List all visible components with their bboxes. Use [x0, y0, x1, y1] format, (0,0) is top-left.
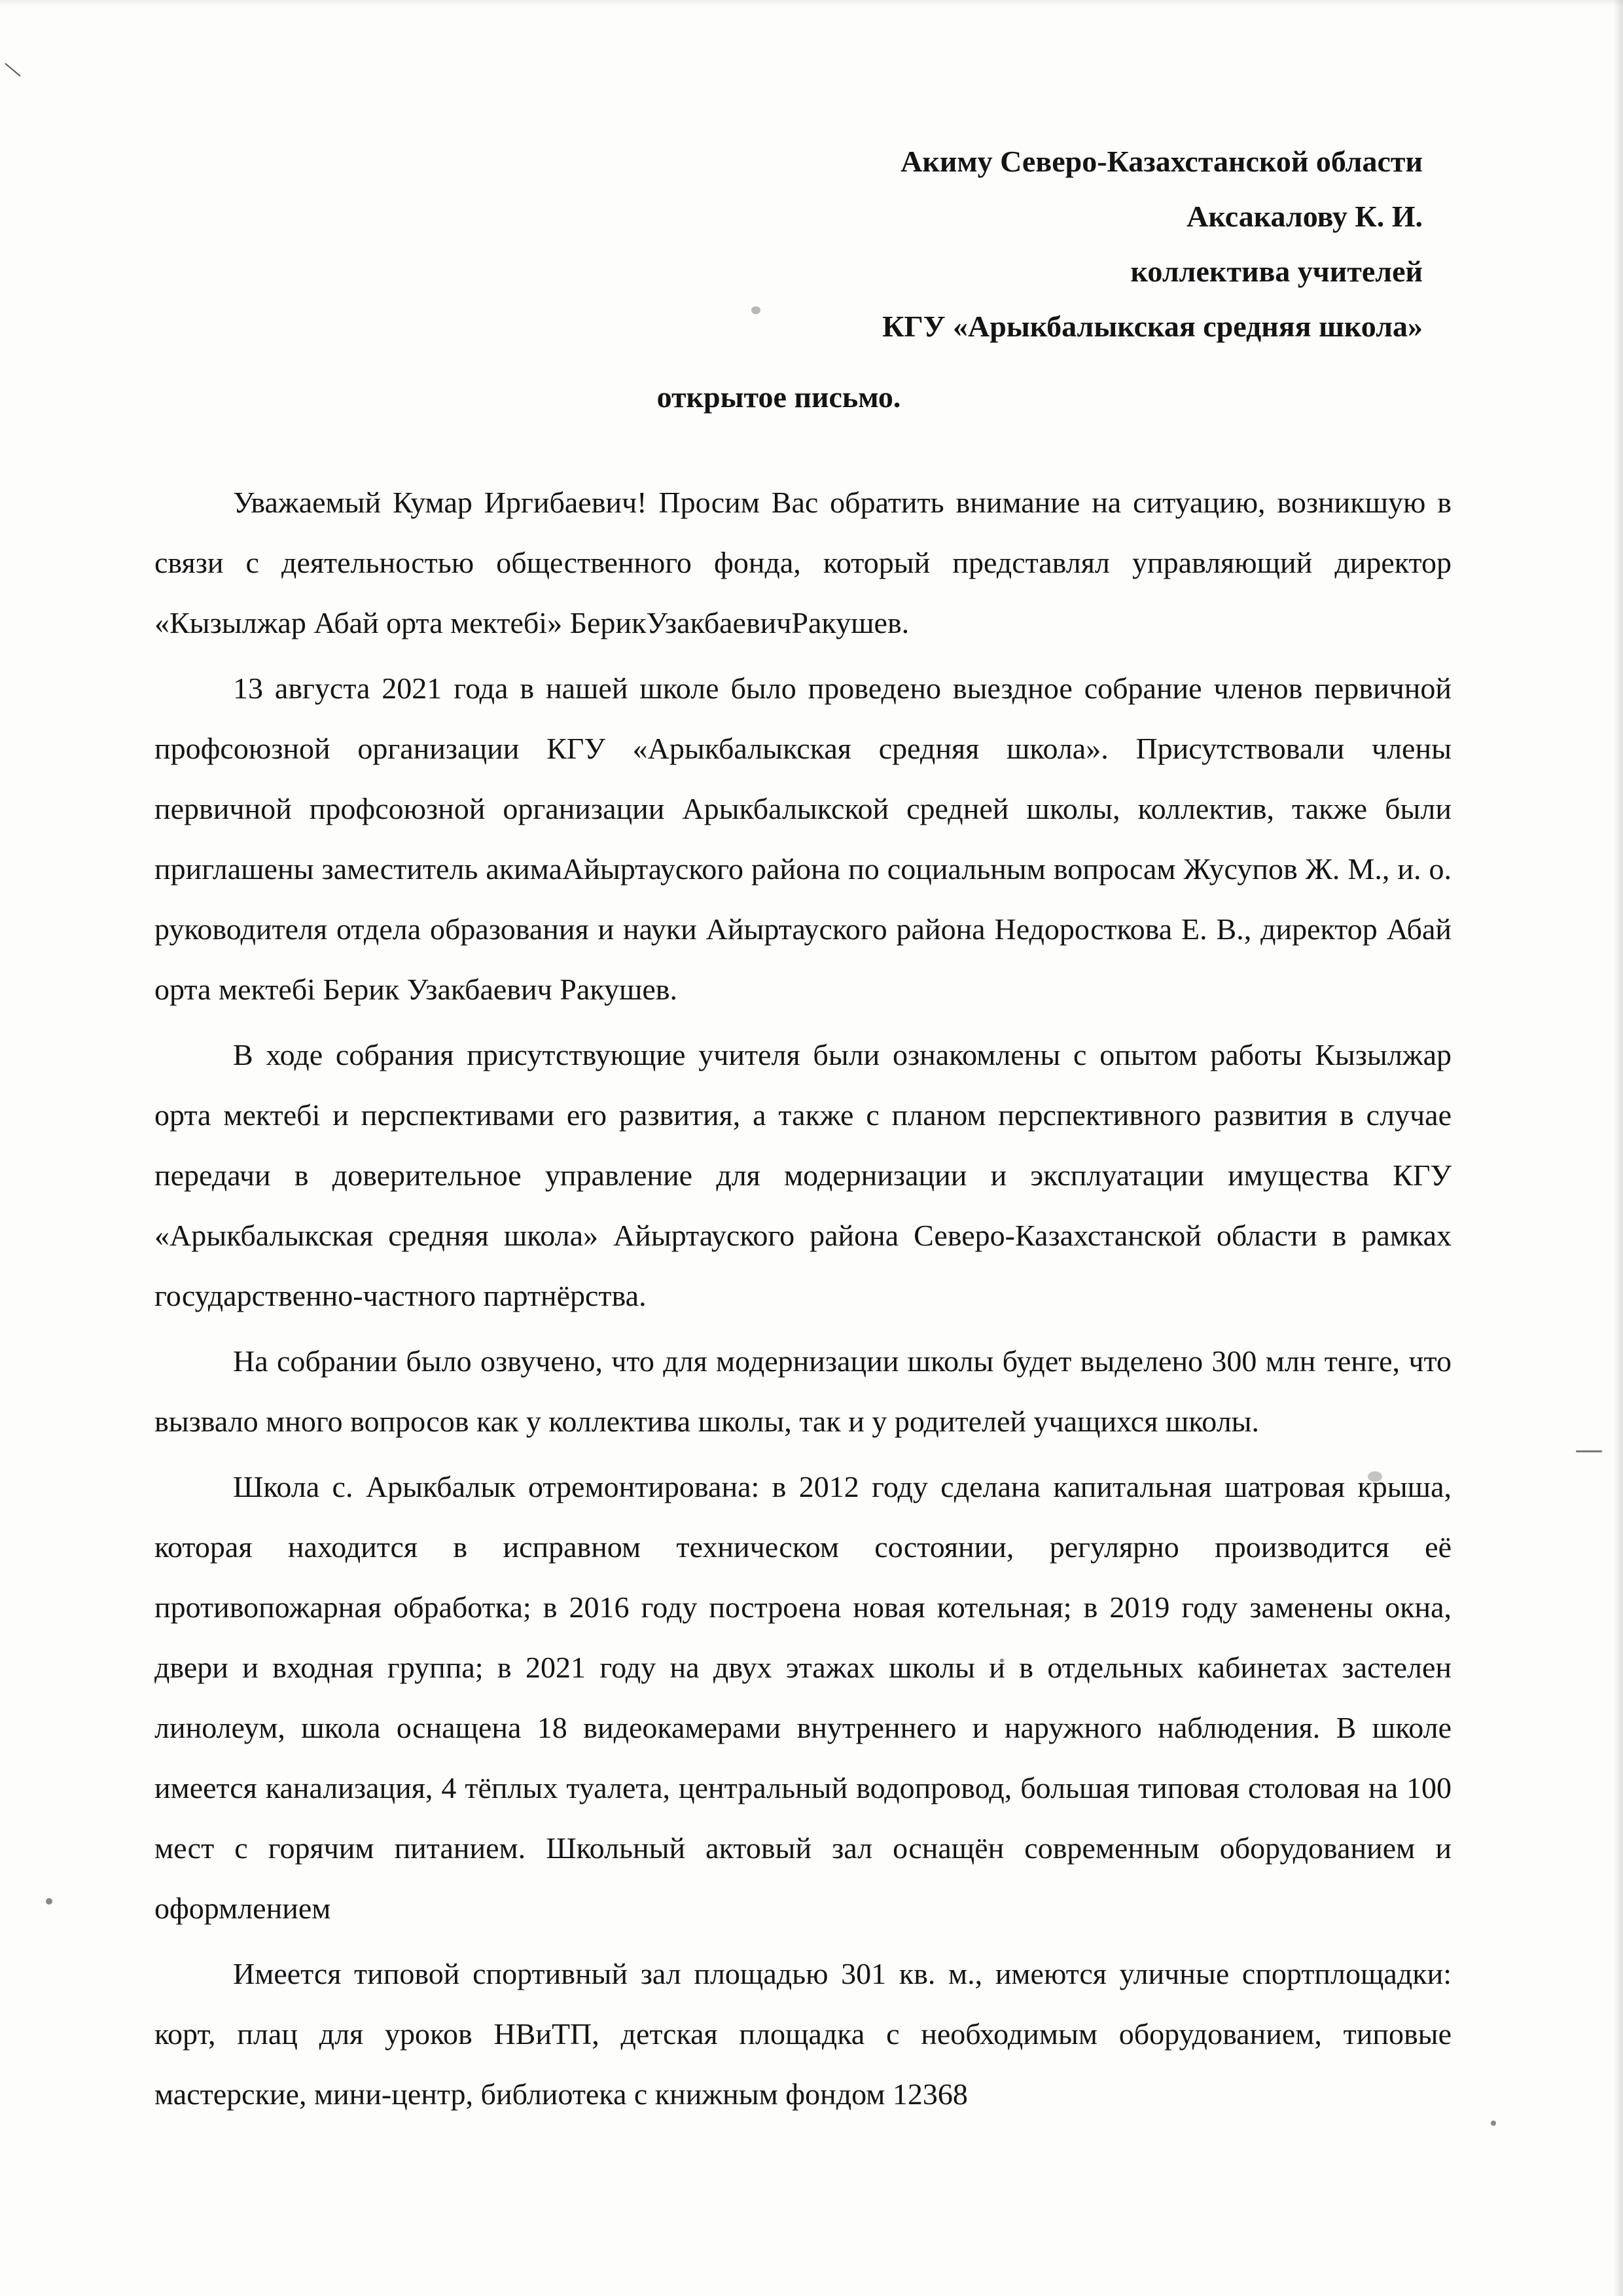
letter-body	[154, 473, 1452, 2130]
paragraph: На собрании было озвучено, что для модернизации школы будет выделено 300 млн тенге, что вызвало много вопросов как у коллектива школы, так и у родителей учащихся школы.	[154, 1344, 1452, 1438]
scan-shadow-right	[1614, 0, 1623, 2296]
paragraph: В ходе собрания присутствующие учителя были ознакомлены с опытом работы Кызылжар орта мектебі и перспективами его развития, а также с планом перспективного развития в случае передачи в доверительное управление для модернизации и эксплуатации имущества КГУ «Арыкбалыкская средняя школа» Айыртауского района Северо-Казахстанской области в рамках государственно-частного партнёрства.	[154, 1038, 1452, 1312]
scan-speck	[751, 306, 760, 314]
letter-title: открытое письмо.	[656, 380, 901, 414]
addressee-recipient-name: Аксакалову К. И.	[1186, 200, 1423, 233]
paragraph: Имеется типовой спортивный зал площадью 301 кв. м., имеются уличные спортплощадки: корт, плац для уроков НВиТП, детская площадка с необходимым оборудованием, типовые мастерские, мини-центр, библиотека с книжным фондом 12368	[154, 1957, 1452, 2111]
scan-shadow-top	[0, 0, 1623, 7]
paragraph: Школа с. Арыкбалык отремонтирована: в 2012 году сделана капитальная шатровая крыша, которая находится в исправном техническом состоянии, регулярно производится её противопожарная обработка; в 2016 году построена новая котельная; в 2019 году заменены окна, двери и входная группа; в 2021 году на двух этажах школы и в отдельных кабинетах застелен линолеум, школа оснащена 18 видеокамерами внутреннего и наружного наблюдения. В школе имеется канализация, 4 тёплых туалета, центральный водопровод, большая типовая столовая на 100 мест с горячим питанием. Школьный актовый зал оснащён современным оборудованием и оформлением	[154, 1470, 1452, 1925]
scan-speck	[46, 1898, 52, 1905]
paragraph: Уважаемый Кумар Иргибаевич! Просим Вас обратить внимание на ситуацию, возникшую в связи с деятельностью общественного фонда, который представлял управляющий директор «Кызылжар Абай орта мектебі» БерикУзакбаевичРакушев.	[154, 486, 1452, 639]
addressee-block	[882, 134, 1423, 354]
paragraph: 13 августа 2021 года в нашей школе было проведено выездное собрание членов первичной профсоюзной организации КГУ «Арыкбалыкская средняя школа». Присутствовали члены первичной профсоюзной организации Арыкбалыкской средней школы, коллектив, также были приглашены заместитель акимаАйыртауского района по социальным вопросам Жусупов Ж. М., и. о. руководителя отдела образования и науки Айыртауского района Недоросткова Е. В., директор Абай орта мектебі Берик Узакбаевич Ракушев.	[154, 672, 1452, 1006]
addressee-sender: коллектива учителей	[1130, 255, 1423, 288]
addressee-recipient: Акиму Северо-Казахстанской области	[901, 145, 1423, 178]
scan-speck	[1491, 2121, 1496, 2126]
scan-speck	[1576, 1450, 1602, 1452]
staple-mark	[5, 63, 20, 77]
addressee-sender-organization: КГУ «Арыкбалыкская средняя школа»	[882, 310, 1423, 343]
